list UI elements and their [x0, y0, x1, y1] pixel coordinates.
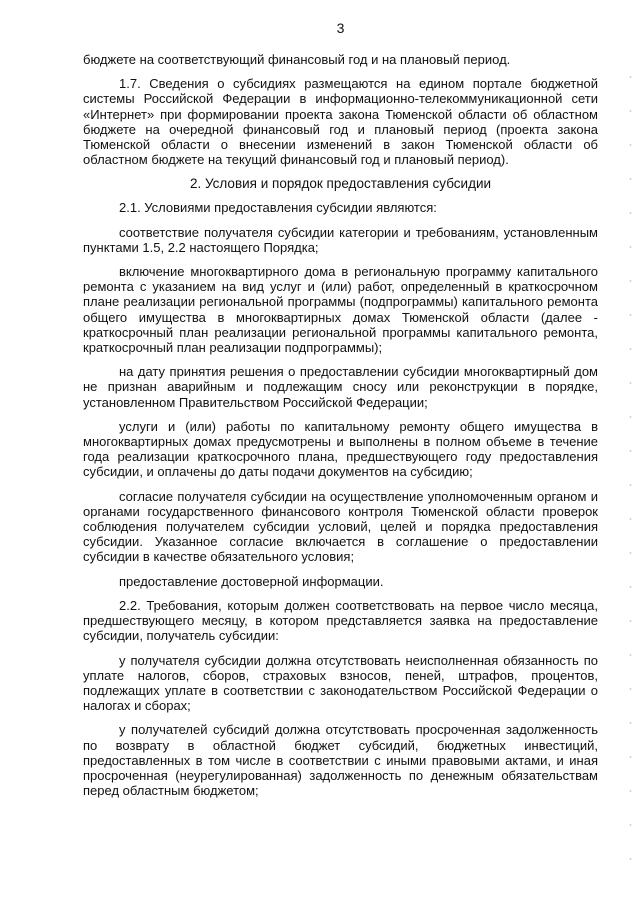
paragraph-requirement-debt: у получателей субсидий должна отсутствовать просроченная задолженность по возврату в областной бюджет субсидий, бюджетных инвестиций, предоставленных в том числе в соответствии с иными правовыми актами, и иная просроченная (неурегулированная) задолженность по денежным обязательствам перед областным бюджетом;	[83, 722, 598, 799]
paragraph-requirement-taxes: у получателя субсидии должна отсутствовать неисполненная обязанность по уплате налогов, сборов, страховых взносов, пеней, штрафов, процентов, подлежащих уплате в соответствии с законодательством Российской Федерации о налогах и сборах;	[83, 652, 598, 714]
section-title: 2. Условия и порядок предоставления субсидии	[189, 176, 492, 192]
paragraph-2-1: 2.1. Условиями предоставления субсидии являются:	[119, 200, 437, 216]
paragraph-2-2: 2.2. Требования, которым должен соответствовать на первое число месяца, предшествующего месяцу, в котором представляется заявка на предоставление субсидии, получатель субсидии:	[83, 597, 598, 644]
paragraph-condition-consent: согласие получателя субсидии на осуществление уполномоченным органом и органами государственного финансового контроля Тюменской области проверок соблюдения получателем субсидии условий, целей и порядка предоставления субсидии. Указанное согласие включается в соглашение о предоставлении субсидии в качестве обязательного условия;	[83, 488, 598, 565]
paragraph-condition-program: включение многоквартирного дома в региональную программу капитального ремонта с указанием на вид услуг и (или) работ, определенный в краткосрочном плане реализации региональной программы (подпрограммы) капитального ремонта общего имущества в многоквартирных домах Тюменской области (далее - краткосрочный план реализации региональной программы капитального ремонта, краткосрочный план реализации подпрограммы);	[83, 264, 598, 356]
paragraph-condition-category: соответствие получателя субсидии категории и требованиям, установленным пунктами 1.5, 2.2 настоящего Порядка;	[83, 224, 598, 255]
document-page	[83, 20, 598, 807]
paragraph-condition-info: предоставление достоверной информации.	[119, 573, 384, 589]
paragraph-budget-end: бюджете на соответствующий финансовый год и на плановый период.	[83, 52, 511, 67]
paragraph-condition-works: услуги и (или) работы по капитальному ремонту общего имущества в многоквартирных домах предусмотрены и выполнены в полном объеме в течение года реализации краткосрочного плана, предшествующего году предоставления субсидии, и оплачены до даты подачи документов на субсидию;	[83, 418, 598, 480]
paragraph-1-7: 1.7. Сведения о субсидиях размещаются на едином портале бюджетной системы Российской Федерации в информационно-телекоммуникационной сети «Интернет» при формировании проекта закона Тюменской области об областном бюджете на очередной финансовый год и плановый период (проекта закона Тюменской области о внесении изменений в закон Тюменской области об областном бюджете на текущий финансовый год и плановый период).	[83, 76, 598, 168]
paragraph-condition-not-emergency: на дату принятия решения о предоставлении субсидии многоквартирный дом не признан аварийным и подлежащим сносу или реконструкции в порядке, установленном Правительством Российской Федерации;	[83, 364, 598, 410]
page-number: 3	[336, 20, 345, 36]
scan-edge-dots	[629, 60, 632, 880]
